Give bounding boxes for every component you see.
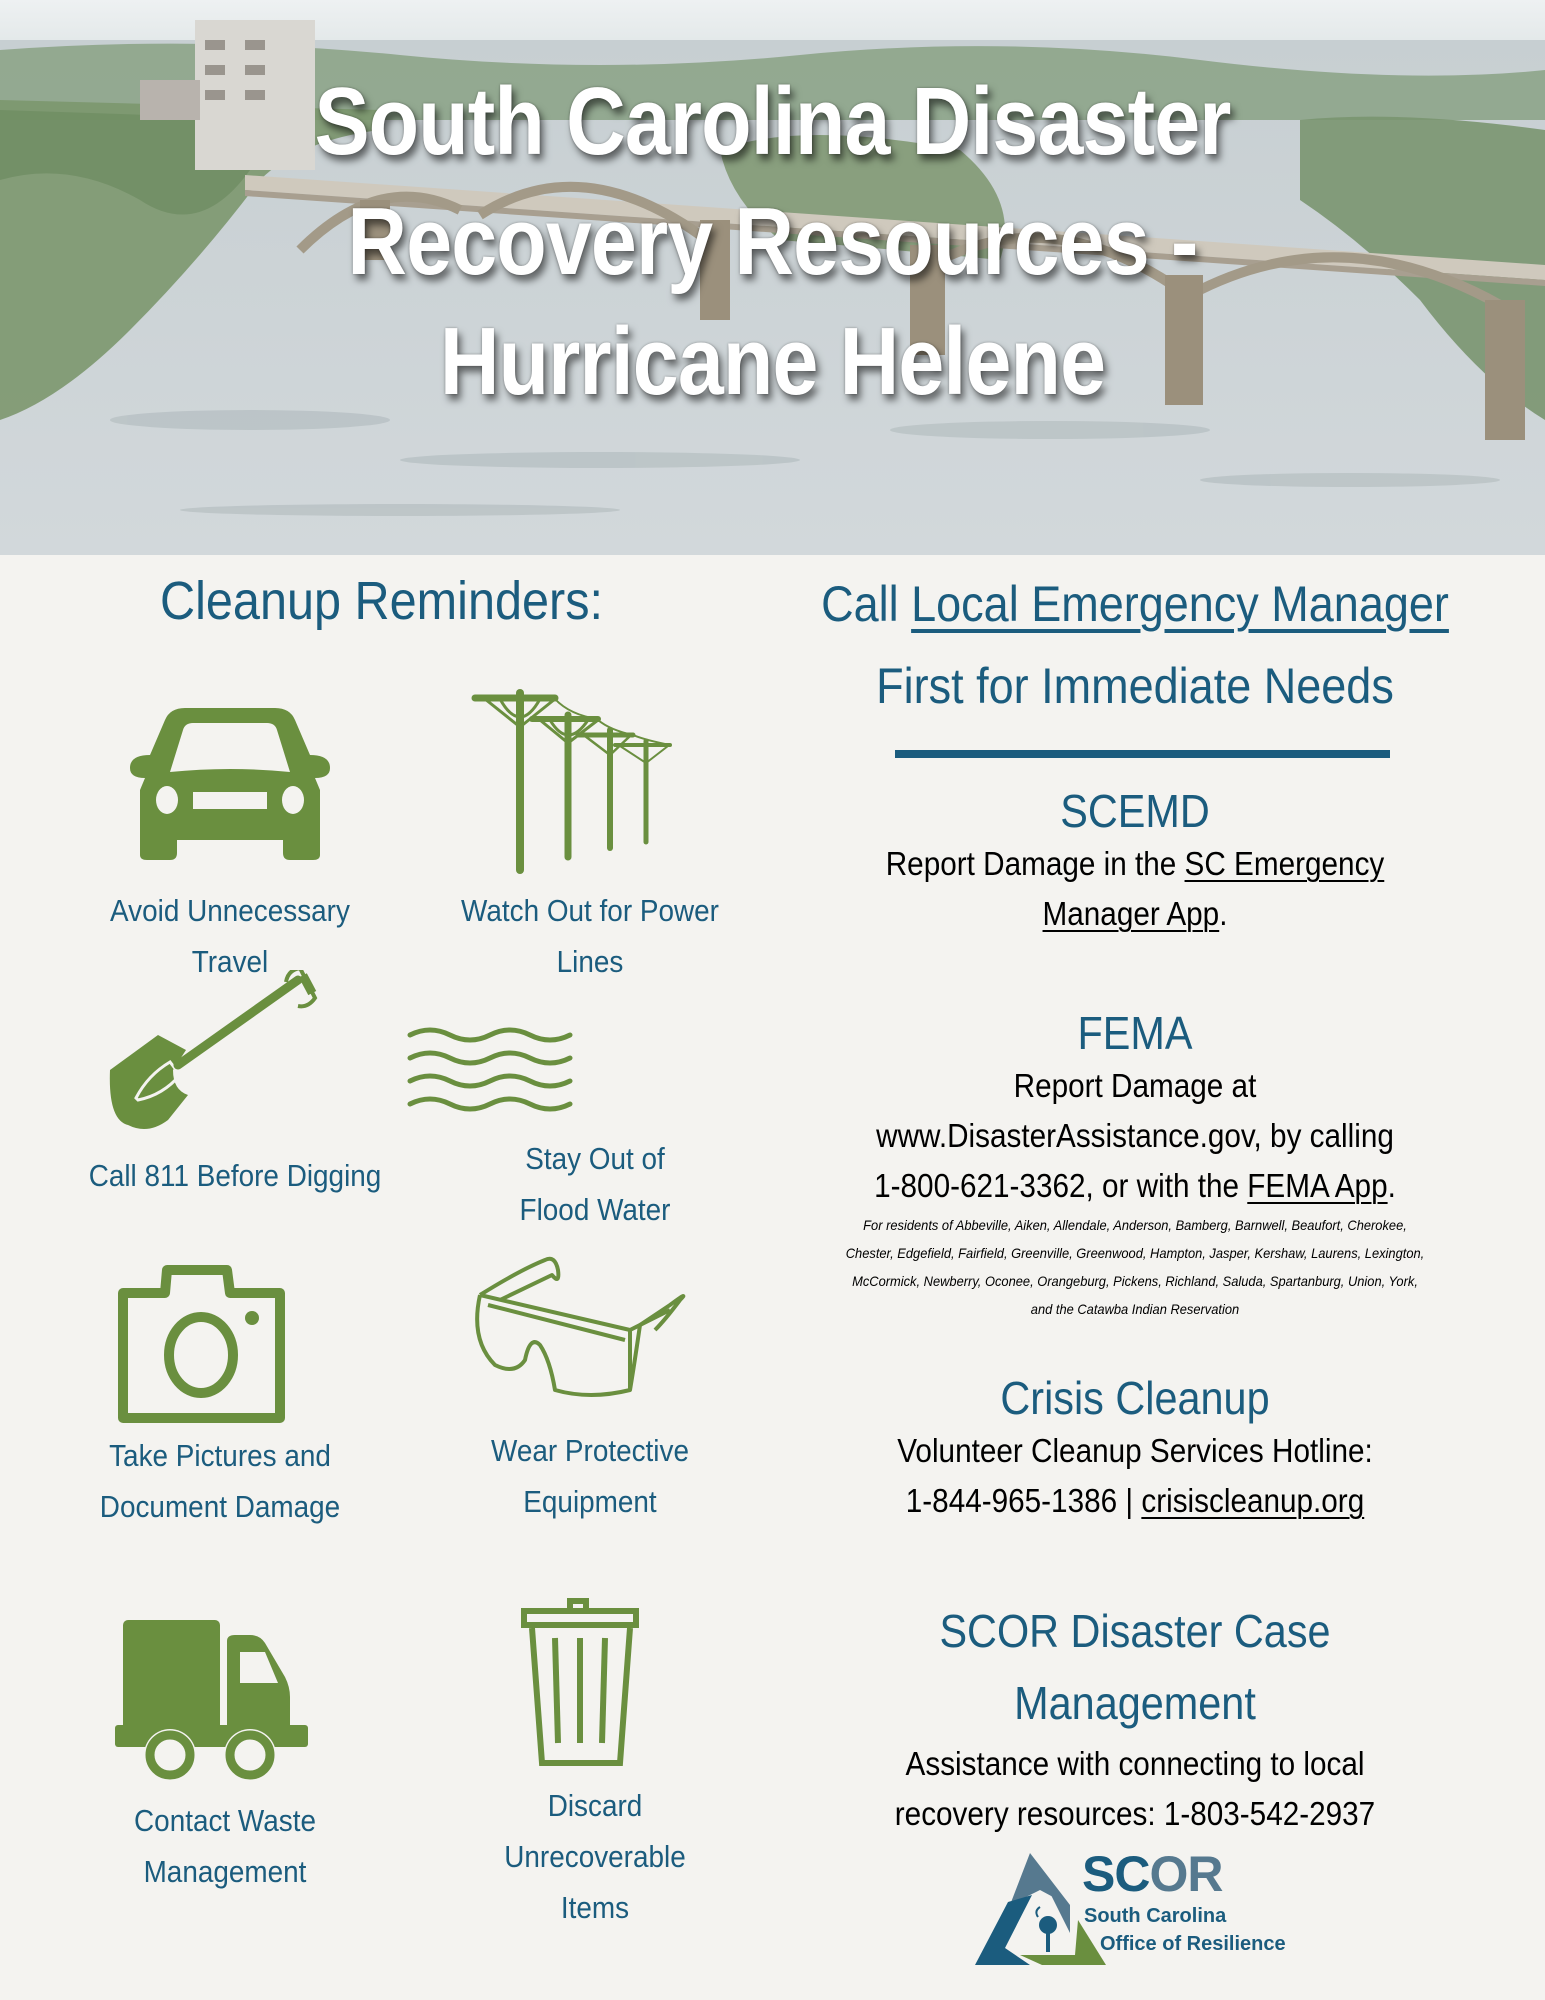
headline-prefix: Call bbox=[821, 576, 912, 632]
truck-icon bbox=[115, 1615, 355, 1790]
tip-label: Management bbox=[143, 1854, 307, 1889]
hero-banner bbox=[0, 0, 1545, 555]
logo-line-2: Office of Resilience bbox=[1100, 1933, 1286, 1955]
tip-flood-water bbox=[425, 1133, 765, 1235]
scor-acronym-dark: SC bbox=[1082, 1846, 1150, 1902]
tip-power-lines bbox=[420, 885, 760, 987]
tip-take-pictures bbox=[45, 1430, 395, 1532]
headline-line-2: First for Immediate Needs bbox=[876, 658, 1394, 714]
title-line-3: Hurricane Helene bbox=[439, 308, 1106, 415]
scor-title-line-2: Management bbox=[1014, 1677, 1256, 1729]
scemd-suffix: . bbox=[1219, 895, 1228, 932]
headline-line-1 bbox=[780, 563, 1491, 645]
tip-protective-equipment bbox=[420, 1425, 760, 1527]
fema-title: FEMA bbox=[1077, 1007, 1193, 1059]
car-icon bbox=[125, 700, 335, 860]
camera-icon bbox=[115, 1260, 325, 1430]
scemd-title: SCEMD bbox=[1060, 785, 1210, 837]
tip-discard-items bbox=[420, 1780, 770, 1933]
tip-label: Watch Out for Power bbox=[461, 893, 719, 928]
scor-acronym-light: OR bbox=[1149, 1846, 1223, 1902]
scemd-text-prefix: Report Damage in the bbox=[885, 845, 1185, 882]
tip-label: Document Damage bbox=[99, 1489, 341, 1524]
scor-line-2: recovery resources: 1-803-542-2937 bbox=[894, 1795, 1376, 1832]
county-note-line: For residents of Abbeville, Aiken, Allendale, Anderson, Bamberg, Barnwell, Beaufort, Cherokee, bbox=[863, 1217, 1407, 1233]
crisis-cleanup-line-2 bbox=[780, 1476, 1491, 1526]
fema-app-link[interactable]: FEMA App bbox=[1247, 1167, 1388, 1204]
tip-label: Equipment bbox=[523, 1484, 657, 1519]
emergency-manager-headline bbox=[740, 563, 1530, 727]
county-note-line: Chester, Edgefield, Fairfield, Greenville, Greenwood, Hampton, Jasper, Kershaw, Laurens, Lexington, bbox=[845, 1245, 1425, 1261]
county-note-line: McCormick, Newberry, Oconee, Orangeburg, Pickens, Richland, Saluda, Spartanburg, Union, York, bbox=[852, 1273, 1418, 1289]
crisis-cleanup-phone: 1-844-965-1386 | bbox=[905, 1482, 1142, 1519]
crisis-cleanup-title: Crisis Cleanup bbox=[1000, 1372, 1270, 1424]
page-title bbox=[108, 62, 1437, 422]
tip-label: Travel bbox=[191, 944, 269, 979]
sc-emergency-manager-app-link[interactable]: SC Emergency bbox=[1184, 845, 1385, 882]
logo-line-1: South Carolina bbox=[1084, 1905, 1227, 1927]
scor-wordmark bbox=[1082, 1845, 1222, 1903]
scor-logo bbox=[970, 1845, 1310, 1980]
divider bbox=[895, 750, 1390, 758]
scemd-section bbox=[740, 783, 1530, 939]
fema-phone: 1-800-621-3362, or with the bbox=[874, 1167, 1248, 1204]
trash-can-icon bbox=[520, 1598, 640, 1768]
tip-label: Wear Protective bbox=[491, 1433, 689, 1468]
tip-label: Unrecoverable bbox=[504, 1839, 686, 1874]
safety-goggles-icon bbox=[470, 1250, 690, 1400]
tip-waste-management bbox=[55, 1795, 395, 1897]
tip-label: Take Pictures and bbox=[109, 1438, 331, 1473]
crisis-cleanup-line-1: Volunteer Cleanup Services Hotline: bbox=[897, 1432, 1373, 1469]
fema-line-1: Report Damage at bbox=[1013, 1067, 1257, 1104]
tip-label: Avoid Unnecessary bbox=[110, 893, 350, 928]
tip-label: Contact Waste bbox=[134, 1803, 316, 1838]
fema-eligible-counties bbox=[740, 1211, 1530, 1323]
title-line-2: Recovery Resources - bbox=[347, 188, 1198, 295]
waves-icon bbox=[405, 1025, 585, 1120]
tip-label: Lines bbox=[556, 944, 624, 979]
disaster-assistance-url[interactable]: www.DisasterAssistance.gov, by calling bbox=[876, 1117, 1394, 1154]
crisis-cleanup-section bbox=[740, 1370, 1530, 1526]
power-lines-icon bbox=[470, 685, 710, 875]
local-emergency-manager-link[interactable]: Local Emergency Manager bbox=[911, 576, 1449, 632]
scemd-text-line-2 bbox=[780, 889, 1491, 939]
shovel-icon bbox=[108, 970, 338, 1135]
cleanup-reminders-heading: Cleanup Reminders: bbox=[160, 571, 604, 631]
tip-call-811 bbox=[45, 1150, 425, 1201]
county-note-line: and the Catawba Indian Reservation bbox=[1030, 1301, 1240, 1317]
scemd-text bbox=[780, 839, 1491, 889]
tip-label: Stay Out of bbox=[525, 1141, 665, 1176]
crisis-cleanup-link[interactable]: crisiscleanup.org bbox=[1141, 1482, 1365, 1519]
scor-section bbox=[740, 1595, 1530, 1839]
fema-section bbox=[740, 1005, 1530, 1323]
fema-suffix: . bbox=[1387, 1167, 1396, 1204]
tip-label: Items bbox=[560, 1890, 630, 1925]
scor-title-line-1: SCOR Disaster Case bbox=[939, 1605, 1331, 1657]
tip-label: Flood Water bbox=[519, 1192, 671, 1227]
sc-emergency-manager-app-link-2[interactable]: Manager App bbox=[1042, 895, 1220, 932]
tip-label: Call 811 Before Digging bbox=[88, 1158, 382, 1193]
tip-label: Discard bbox=[547, 1788, 643, 1823]
scor-line-1: Assistance with connecting to local bbox=[905, 1745, 1365, 1782]
title-line-1: South Carolina Disaster bbox=[314, 68, 1231, 175]
fema-line-3 bbox=[780, 1161, 1491, 1211]
